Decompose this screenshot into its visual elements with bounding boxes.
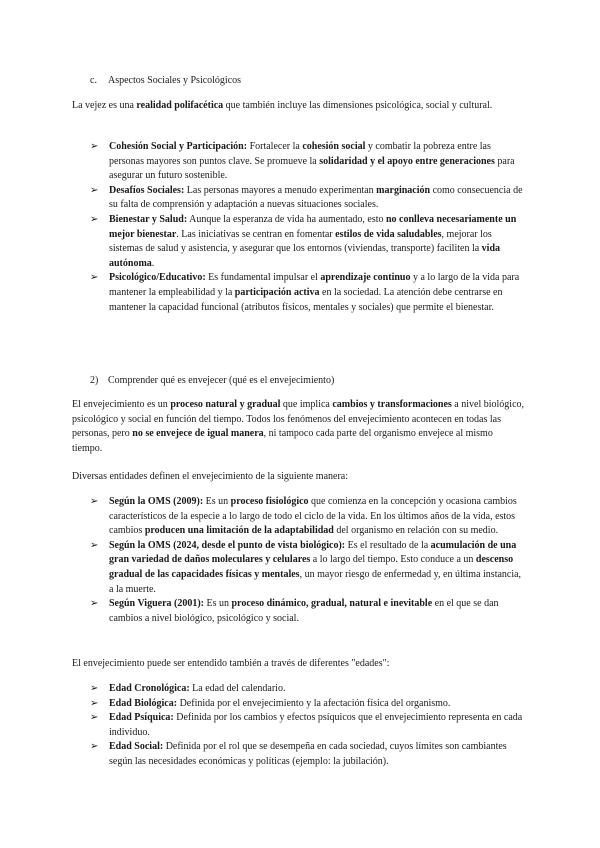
text-run: a nivel biológico, psicológico y social en función del tiempo. Todos los fenómenos del envejecimiento acontecen en todas las personas, pero xyxy=(72,399,525,440)
bold-text: Edad Biológica: xyxy=(109,697,178,709)
text-run: Es fundamental impulsar el xyxy=(205,272,321,284)
paragraph-2c xyxy=(72,657,524,672)
text-run: El envejecimiento es un xyxy=(72,399,171,410)
bold-text: realidad polifacética xyxy=(136,100,224,111)
text-run: Fortalecer la xyxy=(247,141,303,152)
bold-text: no se envejece de igual manera xyxy=(132,428,264,440)
text-run: La edad del calendario. xyxy=(189,683,286,694)
arrow-bullet-icon: ➢ xyxy=(90,272,99,284)
list-item xyxy=(90,697,524,712)
text-run: y combatir la pobreza entre las personas mayores son puntos clave. Se promueve la xyxy=(109,141,491,167)
section-2-title: Comprender qué es envejecer (qué es el envejecimiento) xyxy=(108,375,335,386)
arrow-bullet-icon: ➢ xyxy=(90,712,99,724)
section-c-marker: c. xyxy=(90,75,97,86)
text-run: en la sociedad. La atención debe centrarse en mantener la capacidad funcional (atributos físicos, mentales y sociales) que permite el bienestar. xyxy=(109,286,503,313)
arrow-bullet-icon: ➢ xyxy=(90,213,99,225)
list-item xyxy=(90,682,524,697)
text-run: Definida por el rol que se desempeña en cada sociedad, cuyos límites son cambiantes según las necesidades económicas y políticas (ejemplo: la jubilación). xyxy=(109,741,507,767)
bold-text: marginación xyxy=(376,184,431,196)
text-run: Las personas mayores a menudo experimentan xyxy=(184,184,377,196)
paragraph-2b xyxy=(72,470,524,485)
bold-text: Según la OMS (2009): xyxy=(109,496,204,507)
text-run: como consecuencia de su falta de comprensión y adaptación a nuevas situaciones sociales. xyxy=(109,184,523,211)
section-2-heading xyxy=(90,374,334,389)
text-run: . xyxy=(151,257,155,269)
bold-text: aprendizaje continuo xyxy=(320,272,411,284)
bold-text: Según Viguera (2001): xyxy=(109,598,204,610)
text-run: , ni tampoco cada parte del organismo envejece al mismo tiempo. xyxy=(72,428,493,454)
text-run: Aunque la esperanza de vida ha aumentado, esto xyxy=(187,213,386,225)
bold-text: proceso fisiológico xyxy=(230,496,309,507)
bold-text: Bienestar y Salud: xyxy=(109,213,188,225)
text-run: Definida por los cambios y efectos psíquicos que el envejecimiento representa en cada individuo. xyxy=(109,712,523,738)
arrow-bullet-icon: ➢ xyxy=(90,539,99,551)
list-2b xyxy=(90,682,524,770)
bold-text: producen una limitación de la adaptabilidad xyxy=(144,525,334,537)
text-run: Es el resultado de la xyxy=(345,539,431,551)
list-item xyxy=(90,271,524,315)
bold-text: descenso gradual de las capacidades físicas y mentales xyxy=(109,554,514,580)
list-item xyxy=(90,740,524,769)
arrow-bullet-icon: ➢ xyxy=(90,741,99,753)
text-run: Es un xyxy=(203,496,231,507)
text-run: para asegurar un futuro sostenible. xyxy=(109,155,515,182)
text-run: que también incluye las dimensiones psicológica, social y cultural. xyxy=(223,100,493,111)
section-2-marker: 2) xyxy=(90,375,99,386)
text-run: del organismo en relación con su medio. xyxy=(333,525,499,537)
bold-text: participación activa xyxy=(234,286,320,298)
list-item xyxy=(90,597,524,626)
arrow-bullet-icon: ➢ xyxy=(90,683,99,694)
text-run: Definida por el envejecimiento y la afectación física del organismo. xyxy=(177,697,451,709)
section-c-heading xyxy=(90,74,241,89)
arrow-bullet-icon: ➢ xyxy=(90,697,99,709)
list-item xyxy=(90,495,524,539)
list-item xyxy=(90,184,524,213)
text-run: en el que se dan cambios a nivel biológico, psicológico y social. xyxy=(109,598,499,624)
bold-text: cohesión social xyxy=(302,141,366,152)
list-2a xyxy=(90,495,524,626)
text-run: . Las iniciativas se centran en fomentar xyxy=(176,228,336,240)
text-run: y a lo largo de la vida para mantener la empleabilidad y la xyxy=(109,272,520,298)
list-item xyxy=(90,140,524,184)
arrow-bullet-icon: ➢ xyxy=(90,496,99,507)
bold-text: acumulación de una gran variedad de daños moleculares y celulares xyxy=(109,539,517,566)
bold-text: cambios y transformaciones xyxy=(332,399,452,410)
text-run: que implica xyxy=(280,399,333,410)
bold-text: Psicológico/Educativo: xyxy=(109,272,206,284)
text-run: , mejorar los sistemas de salud y asistencia, y asegurar que los entornos (viviendas, transporte) faciliten la xyxy=(109,228,492,255)
list-c xyxy=(90,140,524,315)
bold-text: Edad Cronológica: xyxy=(109,683,190,694)
text-run: Es un xyxy=(204,598,232,610)
bold-text: Desafíos Sociales: xyxy=(109,184,185,196)
bold-text: no conlleva necesariamente un mejor bienestar xyxy=(109,213,517,240)
list-item xyxy=(90,213,524,271)
text-run: La vejez es una xyxy=(72,100,137,111)
bold-text: proceso natural y gradual xyxy=(170,399,281,410)
text-run: a lo largo del tiempo. Esto conduce a un xyxy=(310,554,476,566)
list-item xyxy=(90,539,524,597)
text-run: Diversas entidades definen el envejecimiento de la siguiente manera: xyxy=(72,471,349,482)
arrow-bullet-icon: ➢ xyxy=(90,598,99,610)
text-run: que comienza en la concepción y ocasiona cambios característicos de la especie a lo largo de todo el ciclo de la vida. En los últimos años de la vida, estos cambios xyxy=(109,496,517,537)
bold-text: Edad Social: xyxy=(109,741,164,753)
intro-c-paragraph xyxy=(72,99,524,114)
section-c-title: Aspectos Sociales y Psicológicos xyxy=(108,75,242,86)
text-run: El envejecimiento puede ser entendido también a través de diferentes "edades": xyxy=(72,658,390,669)
arrow-bullet-icon: ➢ xyxy=(90,184,99,196)
bold-text: Edad Psíquica: xyxy=(109,712,174,724)
bold-text: Según la OMS (2024, desde el punto de vista biológico): xyxy=(109,539,346,551)
list-item xyxy=(90,711,524,740)
bold-text: vida autónoma xyxy=(109,243,501,269)
paragraph-2a xyxy=(72,398,524,456)
arrow-bullet-icon: ➢ xyxy=(90,141,99,152)
bold-text: solidaridad y el apoyo entre generaciones xyxy=(319,155,495,167)
text-run: , un mayor riesgo de enfermedad y, en última instancia, a la muerte. xyxy=(109,568,522,595)
bold-text: Cohesión Social y Participación: xyxy=(109,141,248,152)
bold-text: estilos de vida saludables xyxy=(335,228,442,240)
bold-text: proceso dinámico, gradual, natural e inevitable xyxy=(231,598,433,610)
